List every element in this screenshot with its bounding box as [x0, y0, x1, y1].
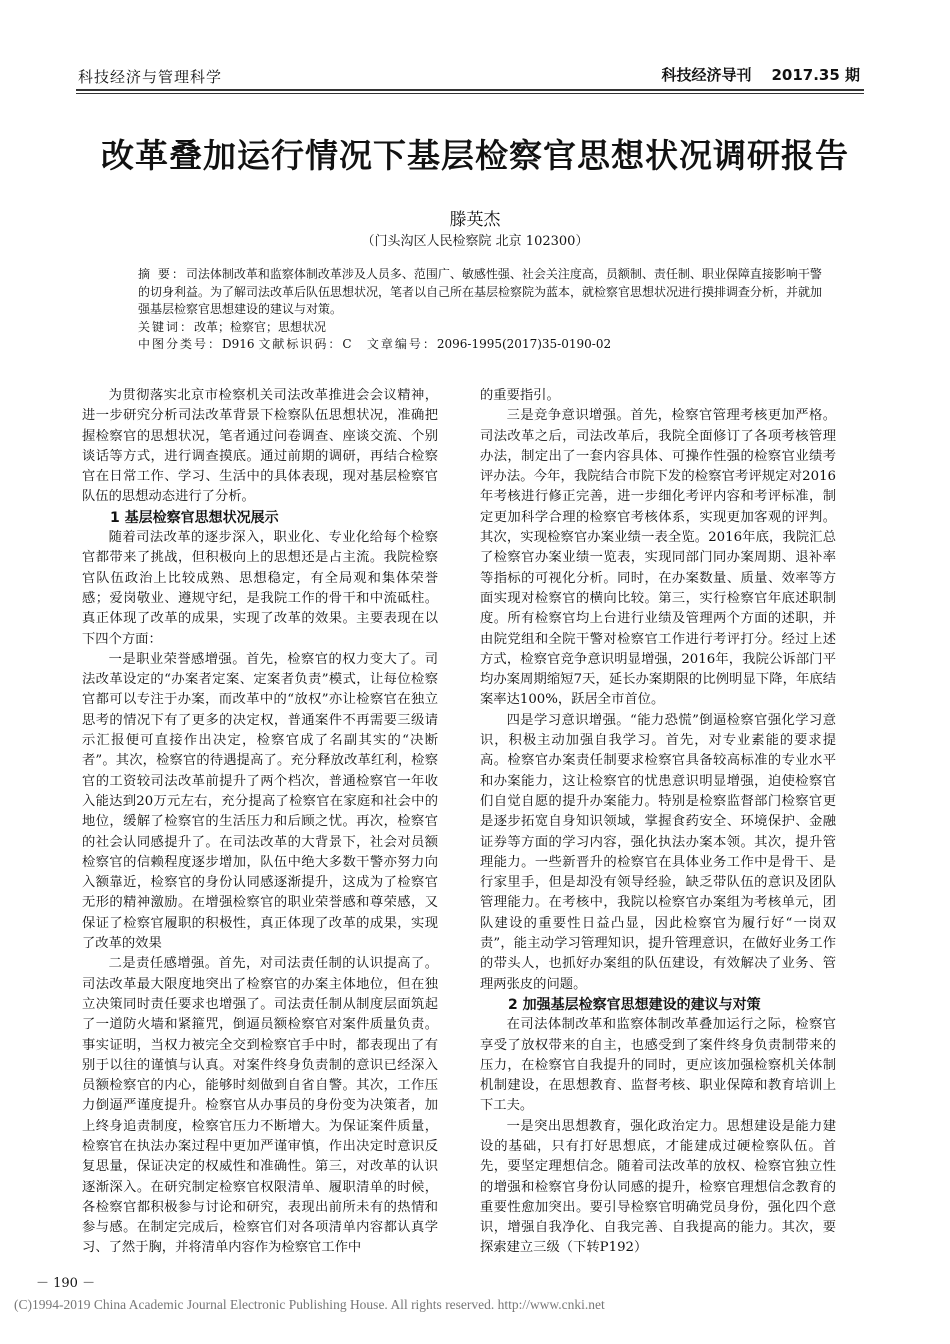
paper-title: 改革叠加运行情况下基层检察官思想状况调研报告: [101, 136, 849, 175]
abstract-label: 摘 要：: [138, 267, 186, 281]
abstract-text: 司法体制改革和监察体制改革涉及人员多、范围广、敏感性强、社会关注度高，员额制、责任制、职业保障直接影响干警的切身利益。为了解司法改革后队伍思想状况，笔者以自己所在基层检察院为蓝本，就检察官思想状况进行摸排调查分析，并就加强基层检察官思想建设的建议与对策。: [138, 267, 823, 316]
article-number-label: 文章编号：: [366, 337, 437, 351]
body-paragraph: 二是责任感增强。首先，对司法责任制的认识提高了。司法改革最大限度地突出了检察官的办案主体地位，但在独立决策同时责任要求也增强了。司法责任制从制度层面筑起了一道防火墙和紧箍咒，倒逼员额检察官对案件质量负责。事实证明，当权力被完全交到检察官手中时，都表现出了有别于以往的谨慎与认真。对案件终身负责制的意识已经深入员额检察官的内心，能够时刻做到自省自警。其次，工作压力倒逼严谨度提升。检察官从办事员的身份变为决策者，加上终身追责制度，检察官压力不断增大。为保证案件质量，检察官在执法办案过程中更加严谨审慎，作出决定时意识反复思量，保证决定的权威性和准确性。第三，对改革的认识逐渐深入。在研究制定检察官权限清单、履职清单的时候，各检察官都积极参与讨论和研究，表现出前所未有的热情和参与感。在制定完成后，检察官们对各项清单内容都认真学习、了然于胸，并将清单内容作为检察官工作中: [82, 956, 438, 1256]
clc-value: D916: [222, 337, 255, 351]
issue-number: 2017.35 期: [771, 66, 860, 84]
section-heading: 1 基层检察官思想状况展示: [110, 509, 279, 526]
classification-line: [138, 336, 826, 354]
author-name: 滕英杰: [449, 210, 501, 230]
body-paragraph: 的重要指引。: [480, 388, 560, 403]
abstract: [138, 266, 826, 319]
clc-label: 中图分类号：: [138, 337, 223, 351]
author-affiliation: （门头沟区人民检察院 北京 102300）: [361, 234, 589, 249]
page-number: － 190 －: [36, 1276, 96, 1291]
running-header-journal: [661, 64, 860, 85]
body-paragraph: 一是突出思想教育，强化政治定力。思想建设是能力建设的基础，只有打好思想底，才能建成过硬检察队伍。首先，要坚定理想信念。随着司法改革的放权、检察官独立性的增强和检察官身份认同感的提升，检察官理想信念教育的重要性愈加突出。要引导检察官明确党员身份，强化四个意识，增强自我净化、自我完善、自我提高的能力。其次，要探索建立三级（下转P192）: [480, 1118, 836, 1256]
header-rule: [76, 89, 864, 91]
header-rule-thin: [76, 93, 864, 94]
keywords-text: 改革；检察官；思想状况: [194, 319, 327, 334]
running-header-section: 科技经济与管理科学: [78, 68, 223, 86]
body-paragraph: 一是职业荣誉感增强。首先，检察官的权力变大了。司法改革设定的“办案者定案、定案者负责”模式，让每位检察官都可以专注于办案，而改革中的“放权”亦让检察官在独立思考的情况下有了更多的决定权，普通案件不再需要三级请示汇报便可直接作出决定，检察官成了名副其实的“决断者”。其次，检察官的待遇提高了。充分释放改革红利，检察官的工资较司法改革前提升了两个档次，普通检察官一年收入能达到20万元左右，充分提高了检察官在家庭和社会中的地位，缓解了检察官的生活压力和后顾之忧。再次，检察官的社会认同感提升了。在司法改革的大背景下，社会对员额检察官的信赖程度逐步增加，队伍中绝大多数干警亦努力向入额靠近，检察官的身份认同感逐渐提升，这成为了检察官无形的精神激励。在增强检察官的职业荣誉感和尊荣感，又保证了检察官履职的积极性，真正体现了改革的成果，实现了改革的效果: [82, 651, 438, 952]
keywords: [138, 319, 826, 337]
body-paragraph: 随着司法改革的逐步深入，职业化、专业化给每个检察官都带来了挑战，但积极向上的思想还是占主流。我院检察官队伍政治上比较成熟、思想稳定，有全局观和集体荣誉感；爱岗敬业、遵规守纪，是我院工作的骨干和中流砥柱。真正体现了改革的成果，实现了改革的效果。主要表现在以下四个方面：: [82, 530, 438, 647]
body-paragraph: 为贯彻落实北京市检察机关司法改革推进会会议精神，进一步研究分析司法改革背景下检察队伍思想状况，准确把握检察官的思想状况，笔者通过问卷调查、座谈交流、个别谈话等方式，进行调查摸底。通过前期的调研，再结合检察官在日常工作、学习、生活中的具体表现，现对基层检察官队伍的思想动态进行了分析。: [82, 388, 438, 505]
section-heading: 2 加强基层检察官思想建设的建议与对策: [508, 996, 761, 1013]
left-column: [82, 386, 438, 1259]
article-number-value: 2096-1995(2017)35-0190-02: [436, 337, 612, 351]
doc-code-label: 文献标识码：: [258, 337, 343, 351]
copyright-footer: (C)1994-2019 China Academic Journal Electronic Publishing House. All rights reserved. http://www.cnki.net: [14, 1297, 605, 1312]
abstract-block: [138, 266, 826, 354]
journal-name: 科技经济导刊: [661, 66, 752, 84]
body-paragraph: 在司法体制改革和监察体制改革叠加运行之际，检察官享受了放权带来的自主，也感受到了案件终身负责制带来的压力，在检察官自我提升的同时，更应该加强检察机关体制机制建设，在思想教育、监督考核、职业保障和教育培训上下工夫。: [480, 1017, 836, 1114]
body-paragraph: 四是学习意识增强。“能力恐慌”倒逼检察官强化学习意识，积极主动加强自我学习。首先，对专业素能的要求提高。检察官办案责任制要求检察官具备较高标准的专业水平和办案能力，这让检察官的忧患意识明显增强，迫使检察官们自觉自愿的提升办案能力。特别是检察监督部门检察官更是逐步拓宽自身知识领域，掌握食药安全、环境保护、金融证券等方面的学习内容，强化执法办案本领。其次，提升管理能力。一些新晋升的检察官在具体业务工作中是骨干、是行家里手，但是却没有领导经验，缺乏带队伍的意识及团队管理能力。在考核中，我院以检察官办案组为考核单元，团队建设的重要性日益凸显，因此检察官为履行好“一岗双责”，能主动学习管理知识，提升管理意识，在做好业务工作的带头人，也抓好办案组的队伍建设，有效解决了业务、管理两张皮的问题。: [480, 712, 836, 992]
doc-code-value: C: [342, 337, 352, 351]
body-paragraph: 三是竞争意识增强。首先，检察官管理考核更加严格。司法改革之后，司法改革后，我院全面修订了各项考核管理办法，制定出了一套内容具体、可操作性强的检察官业绩考评办法。今年，我院结合市院下发的检察官考评规定对2016年考核进行修正完善，进一步细化考评内容和考评标准，制定更加科学合理的检察官考核体系，实现更加客观的评判。其次，实现检察官办案业绩一表全览。2016年底，我院汇总了检察官办案业绩一览表，实现同部门同办案周期、退补率等指标的可视化分析。同时，在办案数量、质量、效率等方面实现对检察官的横向比较。第三，实行检察官年底述职制度。所有检察官均上台进行业绩及管理两个方面的述职，并由院党组和全院干警对检察官工作进行考评打分。经过上述方式，检察官竞争意识明显增强，2016年，我院公诉部门平均办案周期缩短7天，延长办案期限的比例明显下降，年底结案率达100%，跃居全市首位。: [480, 408, 836, 708]
right-column: [480, 386, 836, 1259]
keywords-label: 关键词：: [138, 319, 195, 334]
